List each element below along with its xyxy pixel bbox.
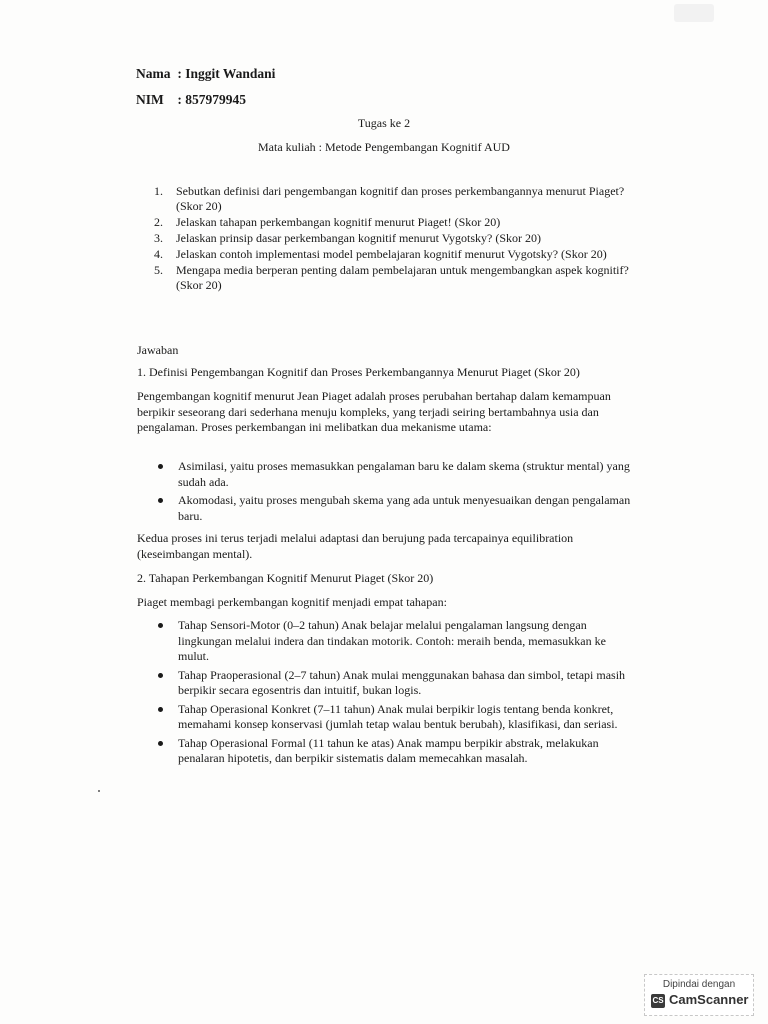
assignment-title: Tugas ke 2: [357, 116, 411, 130]
question-item: 4. Jelaskan contoh implementasi model pembelajaran kognitif menurut Vygotsky? (Skor 20): [154, 247, 607, 261]
watermark-subtitle: Dipindai dengan: [662, 979, 736, 990]
question-item: 1. Sebutkan definisi dari pengembangan kognitif dan proses perkembangannya menurut Piaget? (Skor 20): [154, 184, 625, 213]
nim-value: : 857979945: [177, 92, 246, 107]
nim-line: [136, 92, 246, 108]
list-item: Tahap Sensori-Motor (0–2 tahun) Anak belajar melalui pengalaman langsung dengan lingkungan melalui indera dan tindakan motorik. Contoh: meraih benda, memasukkan ke mulut.: [156, 618, 636, 665]
scan-artifact: [674, 4, 714, 22]
section-2-bullets: [156, 618, 636, 770]
section-1-bullets: [156, 459, 636, 527]
name-label: Nama: [136, 66, 171, 81]
nim-label: NIM: [136, 92, 164, 107]
course-title: Mata kuliah : Metode Pengembangan Kognitif AUD: [258, 140, 510, 154]
list-item: Tahap Operasional Konkret (7–11 tahun) Anak mulai berpikir logis tentang benda konkret, memahami konsep konservasi (jumlah tetap walau bentuk berubah), klasifikasi, dan seriasi.: [156, 702, 636, 733]
section-1-closing: Kedua proses ini terus terjadi melalui adaptasi dan berujung pada tercapainya equilibration (keseimbangan mental).: [137, 531, 574, 561]
list-item: Tahap Praoperasional (2–7 tahun) Anak mulai menggunakan bahasa dan simbol, tetapi masih berpikir secara egosentris dan intuitif, bukan logis.: [156, 668, 636, 699]
camscanner-watermark: [644, 974, 754, 1016]
camscanner-logo-icon: CS: [651, 994, 665, 1008]
section-2-title: 2. Tahapan Perkembangan Kognitif Menurut Piaget (Skor 20): [137, 571, 434, 585]
answer-heading: Jawaban: [137, 343, 179, 357]
list-item: Asimilasi, yaitu proses memasukkan pengalaman baru ke dalam skema (struktur mental) yang sudah ada.: [156, 459, 636, 490]
name-value: : Inggit Wandani: [177, 66, 276, 81]
name-line: [136, 66, 275, 82]
section-1-title: 1. Definisi Pengembangan Kognitif dan Proses Perkembangannya Menurut Piaget (Skor 20): [137, 365, 580, 379]
question-item: 5. Mengapa media berperan penting dalam pembelajaran untuk mengembangkan aspek kognitif? (Skor 20): [154, 263, 629, 292]
question-item: 3. Jelaskan prinsip dasar perkembangan kognitif menurut Vygotsky? (Skor 20): [154, 231, 542, 245]
question-item: 2. Jelaskan tahapan perkembangan kognitif menurut Piaget! (Skor 20): [154, 215, 501, 229]
watermark-brand: CamScanner: [669, 992, 749, 1007]
scan-speck: [98, 790, 100, 792]
list-item: Akomodasi, yaitu proses mengubah skema yang ada untuk menyesuaikan dengan pengalaman baru.: [156, 493, 636, 524]
section-1-paragraph: Pengembangan kognitif menurut Jean Piaget adalah proses perubahan bertahap dalam kemampuan berpikir seseorang dari sederhana menuju kompleks, yang terjadi seiring bertambahnya usia dan pengalaman. Proses perkembangan ini melibatkan dua mekanisme utama:: [137, 389, 611, 434]
list-item: Tahap Operasional Formal (11 tahun ke atas) Anak mampu berpikir abstrak, melakukan penalaran hipotetis, dan berpikir sistematis dalam memecahkan masalah.: [156, 736, 636, 767]
section-2-intro: Piaget membagi perkembangan kognitif menjadi empat tahapan:: [137, 595, 447, 609]
question-list: [150, 184, 630, 294]
